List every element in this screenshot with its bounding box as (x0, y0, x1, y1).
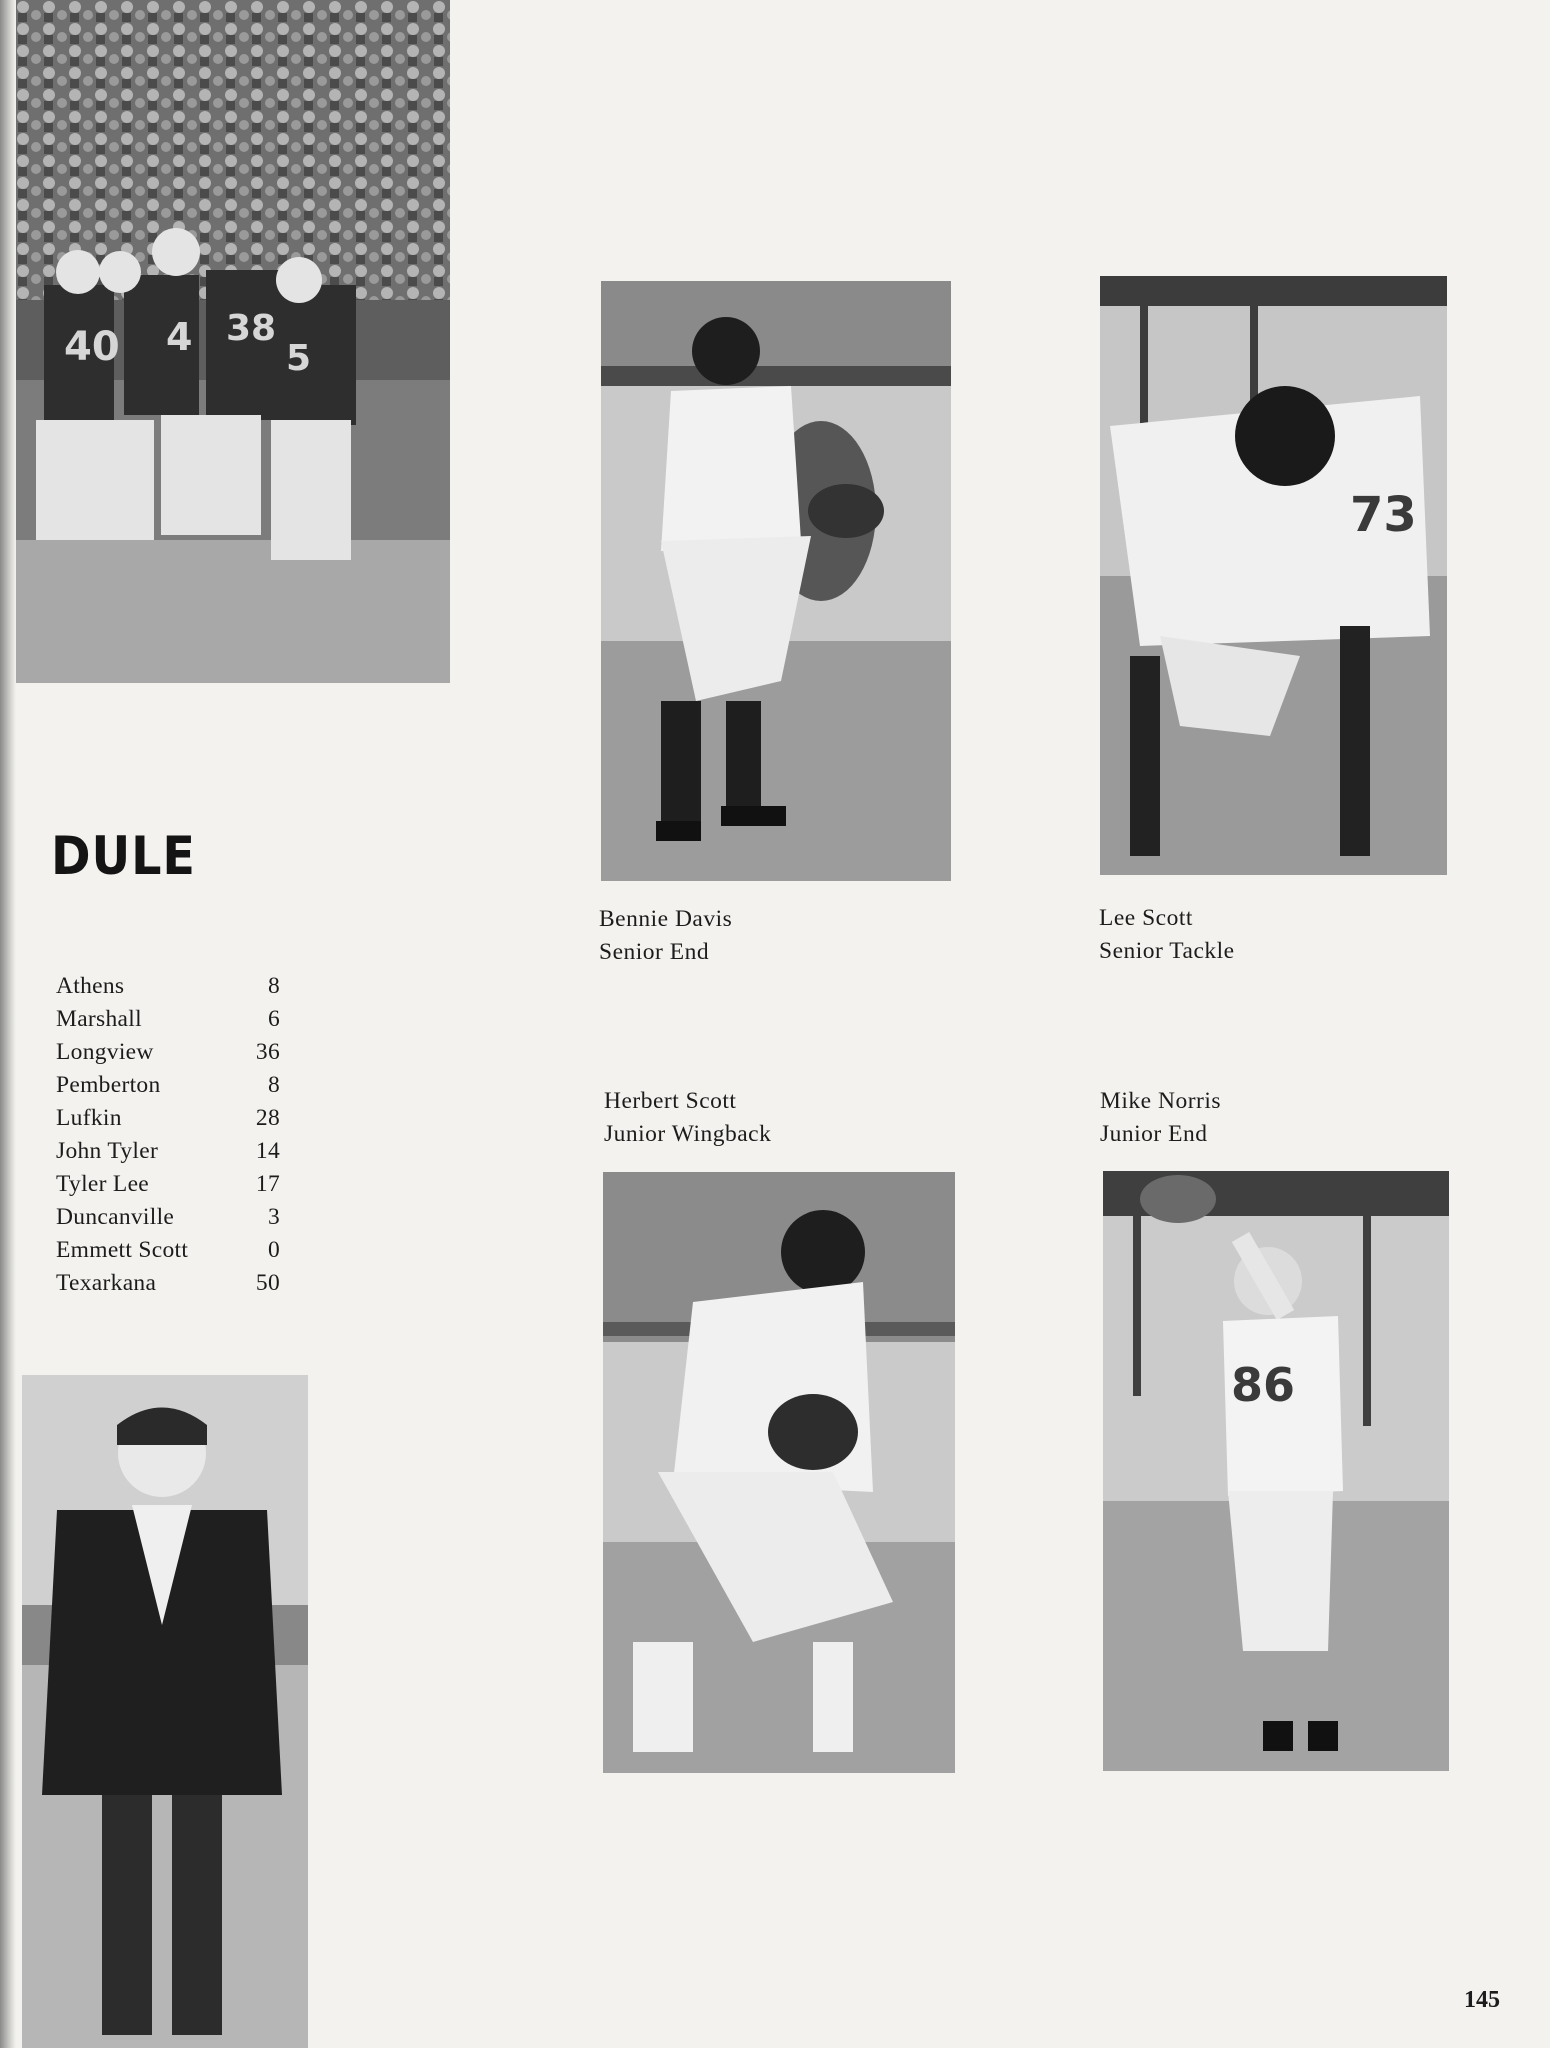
score: 28 (255, 1105, 280, 1131)
schedule-row (56, 1135, 280, 1168)
lee-scott-photo (1100, 276, 1447, 875)
score: 17 (255, 1171, 280, 1197)
player-position: Junior Wingback (604, 1121, 772, 1147)
schedule-row (56, 1234, 280, 1267)
opponent: Texarkana (56, 1270, 157, 1296)
score: 50 (255, 1270, 280, 1296)
player-name: Bennie Davis (599, 906, 733, 932)
score: 8 (267, 1072, 280, 1098)
schedule-row (56, 970, 280, 1003)
opponent: Marshall (56, 1006, 142, 1032)
schedule-list (56, 970, 280, 1300)
opponent: Lufkin (56, 1105, 122, 1131)
page-number: 145 (1464, 1987, 1500, 2013)
mike-norris-caption (1100, 1085, 1221, 1151)
player-position: Junior End (1100, 1121, 1208, 1147)
opponent: Athens (56, 973, 125, 999)
schedule-row (56, 1201, 280, 1234)
schedule-row (56, 1267, 280, 1300)
score: 36 (255, 1039, 280, 1065)
crowd-jersey-5: 5 (286, 338, 312, 379)
lee-scott-jersey: 73 (1350, 487, 1417, 543)
bennie-davis-photo (601, 281, 951, 881)
opponent: John Tyler (56, 1138, 159, 1164)
opponent: Pemberton (56, 1072, 161, 1098)
player-name: Herbert Scott (604, 1088, 737, 1114)
herbert-scott-photo (603, 1172, 955, 1773)
team-sideline-photo (16, 0, 450, 683)
lee-scott-caption (1099, 902, 1235, 968)
crowd-jersey-40: 40 (64, 324, 120, 370)
opponent: Tyler Lee (56, 1171, 150, 1197)
herbert-scott-caption (604, 1085, 771, 1151)
schedule-row (56, 1102, 280, 1135)
player-name: Mike Norris (1100, 1088, 1222, 1114)
binding-shadow (0, 0, 16, 2048)
score: 8 (267, 973, 280, 999)
page-heading: DULE (51, 826, 196, 887)
player-position: Senior End (599, 939, 710, 965)
score: 3 (267, 1204, 280, 1230)
score: 6 (267, 1006, 280, 1032)
player-name: Lee Scott (1099, 905, 1193, 931)
opponent: Emmett Scott (56, 1237, 189, 1263)
opponent: Duncanville (56, 1204, 175, 1230)
crowd-jersey-4: 4 (166, 315, 193, 359)
schedule-row (56, 1036, 280, 1069)
score: 14 (255, 1138, 280, 1164)
mike-norris-photo (1103, 1171, 1449, 1771)
score: 0 (267, 1237, 280, 1263)
schedule-row (56, 1003, 280, 1036)
schedule-row (56, 1168, 280, 1201)
opponent: Longview (56, 1039, 154, 1065)
coach-portrait-photo (22, 1375, 308, 2048)
schedule-row (56, 1069, 280, 1102)
mike-norris-jersey: 86 (1231, 1358, 1296, 1412)
player-position: Senior Tackle (1099, 938, 1235, 964)
crowd-jersey-38: 38 (226, 308, 277, 349)
bennie-davis-caption (599, 903, 732, 969)
